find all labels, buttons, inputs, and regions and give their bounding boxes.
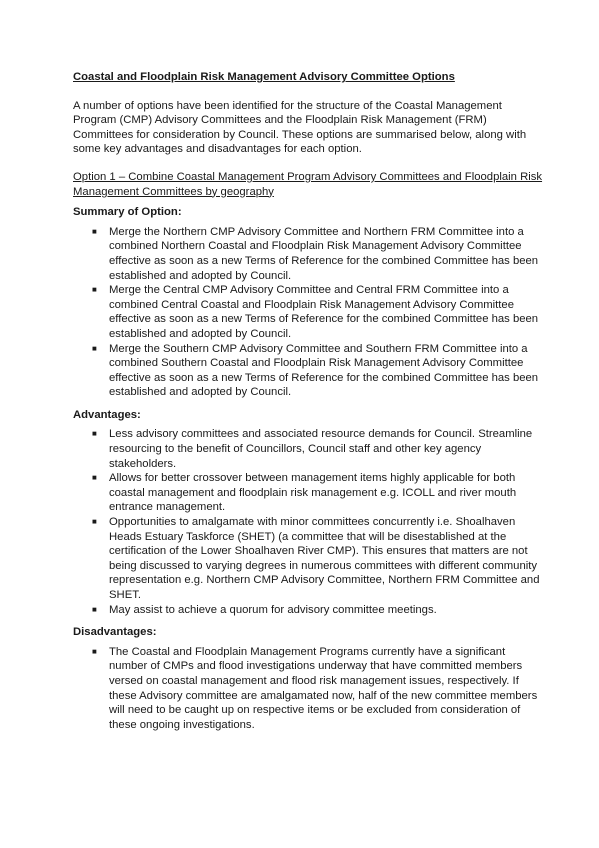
option-1-heading: Option 1 – Combine Coastal Management Program Advisory Committees and Floodplain Risk Management Committees by geography	[73, 170, 543, 198]
summary-list	[73, 225, 543, 400]
list-item-text: Less advisory committees and associated resource demands for Council. Streamline resourcing to the benefit of Councillors, Council staff and other key agency stakeholders.	[109, 428, 533, 470]
document-title: Coastal and Floodplain Risk Management Advisory Committee Options	[73, 71, 455, 83]
list-item-text: Allows for better crossover between management items highly applicable for both coastal management and floodplain risk management e.g. ICOLL and river mouth entrance management.	[109, 472, 517, 514]
advantages-heading: Advantages:	[73, 408, 141, 421]
intro-paragraph: A number of options have been identified for the structure of the Coastal Management Program (CMP) Advisory Committees and the Floodplain Risk Management (FRM) Committees for consideration by Council. These options are summarised below, along with some key advantages and disadvantages for each option.	[73, 99, 527, 156]
document-page	[73, 70, 543, 740]
list-item-text: Merge the Southern CMP Advisory Committee and Southern FRM Committee into a combined Southern Coastal and Floodplain Risk Management Advisory Committee effective as soon as a new Terms of Reference for the combined Committee has been established and adopted by Council.	[109, 342, 539, 399]
bullet-icon: ■	[92, 429, 97, 439]
advantages-list	[73, 427, 543, 617]
list-item	[73, 427, 543, 471]
list-item-text: The Coastal and Floodplain Management Programs currently have a significant number of CMPs and flood investigations underway that have committed members versed on coastal management and flood risk management issues, respectively. If these Advisory committee are amalgamated now, half of the new committee members will need to be caught up on respective items or be excluded from consideration of these ongoing investigations.	[109, 645, 538, 731]
summary-heading: Summary of Option:	[73, 206, 182, 219]
bullet-icon: ■	[92, 646, 97, 656]
list-item	[73, 225, 543, 283]
bullet-icon: ■	[92, 343, 97, 353]
bullet-icon: ■	[92, 473, 97, 483]
disadvantages-heading: Disadvantages:	[73, 626, 157, 639]
list-item-text: May assist to achieve a quorum for advisory committee meetings.	[109, 603, 437, 616]
bullet-icon: ■	[92, 517, 97, 527]
bullet-icon: ■	[92, 285, 97, 295]
list-item	[73, 603, 543, 618]
bullet-icon: ■	[92, 226, 97, 236]
list-item	[73, 283, 543, 341]
list-item-text: Merge the Northern CMP Advisory Committee and Northern FRM Committee into a combined Northern Coastal and Floodplain Risk Management Advisory Committee effective as soon as a new Terms of Reference for the combined Committee has been established and adopted by Council.	[109, 225, 539, 282]
list-item	[73, 645, 543, 733]
bullet-icon: ■	[92, 604, 97, 614]
list-item	[73, 342, 543, 400]
list-item-text: Merge the Central CMP Advisory Committee and Central FRM Committee into a combined Central Coastal and Floodplain Risk Management Advisory Committee effective as soon as a new Terms of Reference for the combined Committee has been established and adopted by Council.	[109, 284, 539, 340]
disadvantages-list	[73, 645, 543, 733]
list-item	[73, 515, 543, 603]
list-item-text: Opportunities to amalgamate with minor committees concurrently i.e. Shoalhaven Heads Estuary Taskforce (SHET) (a committee that will be disestablished at the certification of the Lower Shoalhaven River CMP). This ensures that matters are not being discussed to varying degrees in numerous committees with different community representation e.g. Northern CMP Advisory Committee, Northern FRM Committee and SHET.	[109, 516, 540, 601]
list-item	[73, 471, 543, 515]
